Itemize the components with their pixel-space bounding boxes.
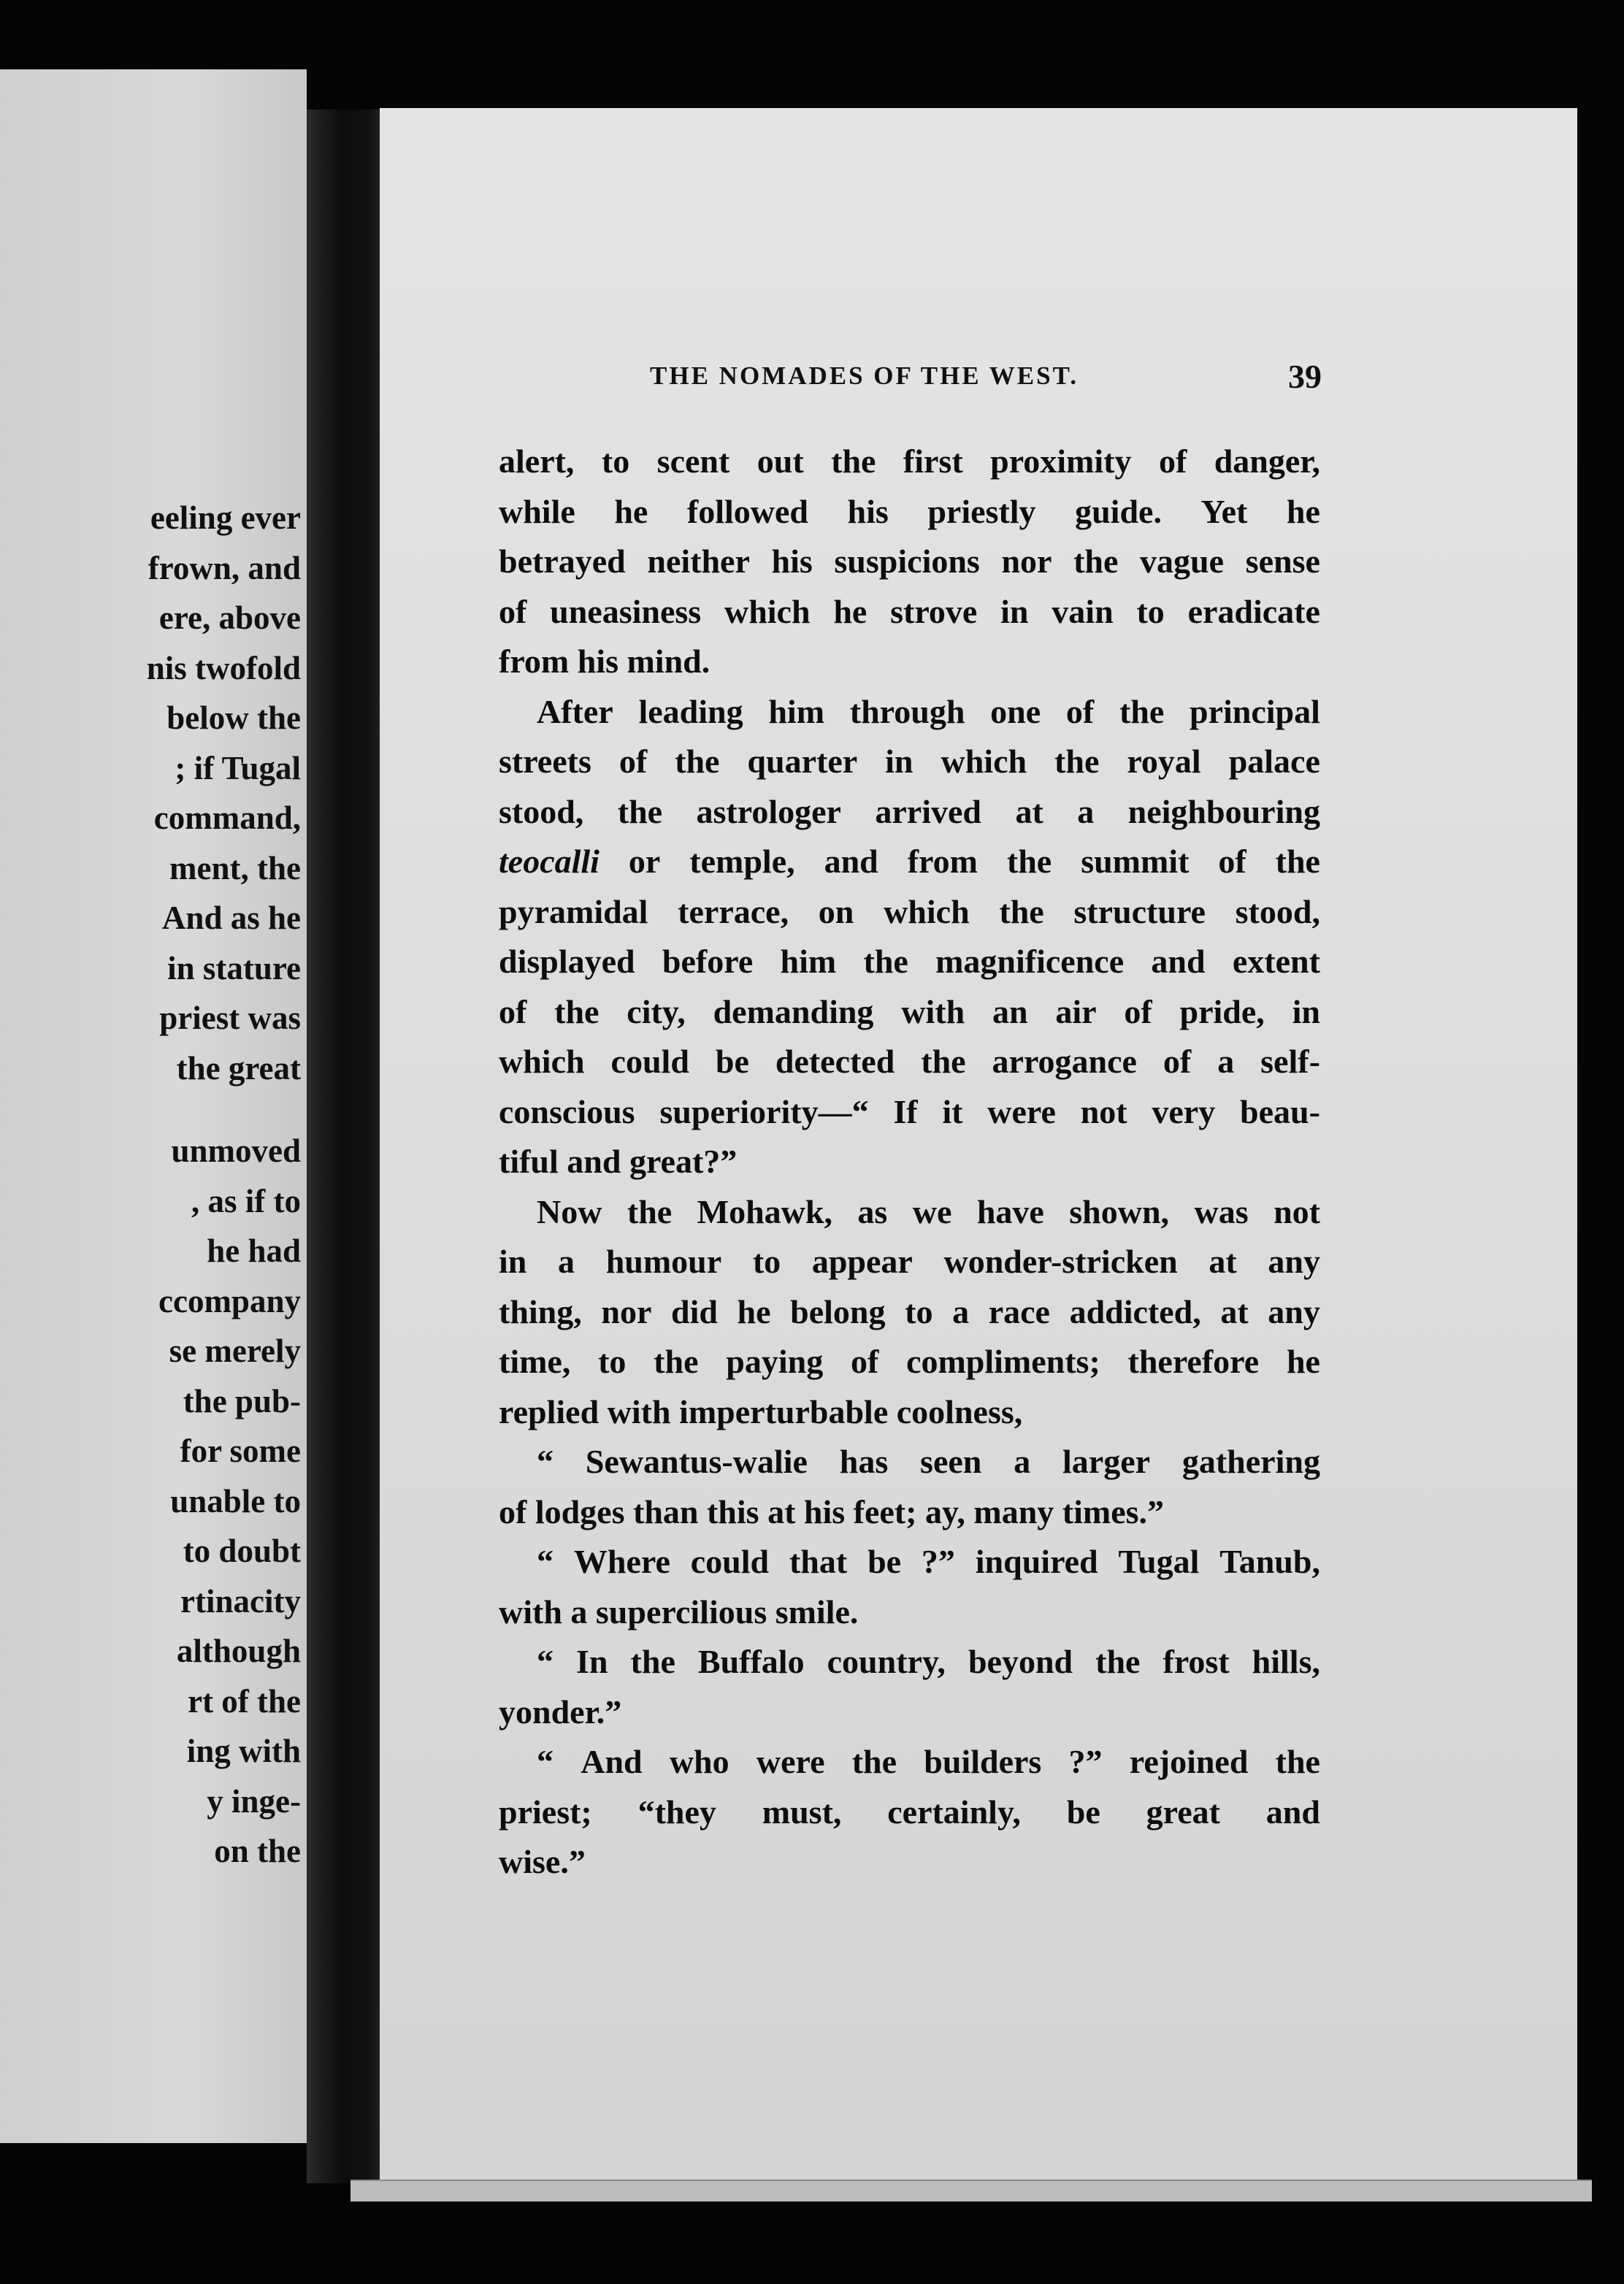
- word: superiority—“: [659, 1092, 869, 1130]
- word: of: [618, 743, 648, 780]
- word: Yet: [1200, 492, 1248, 530]
- word: through: [849, 692, 965, 730]
- paragraph: [499, 1537, 1320, 1637]
- word: the: [1119, 692, 1165, 730]
- paragraph: [499, 687, 1320, 1187]
- paragraph: [499, 437, 1320, 687]
- word: structure: [1073, 892, 1206, 930]
- word: he: [833, 592, 867, 630]
- word: inquired: [975, 1543, 1098, 1580]
- word: the: [863, 943, 908, 980]
- left-page-line: nis twofold: [146, 649, 301, 686]
- word: And: [581, 1743, 643, 1780]
- left-page-line: se merely: [169, 1333, 301, 1369]
- word: city,: [627, 992, 686, 1030]
- text-line: [499, 1087, 1320, 1138]
- word: in: [499, 1243, 527, 1280]
- word: in: [1292, 992, 1320, 1030]
- word: before: [662, 943, 754, 980]
- left-page-line: for some: [180, 1433, 301, 1469]
- word: beau-: [1240, 1092, 1320, 1130]
- word: the: [675, 743, 720, 780]
- word: pyramidal: [499, 892, 648, 930]
- left-page-line: command,: [153, 800, 301, 836]
- word: first: [903, 442, 963, 480]
- word: ?”: [921, 1543, 955, 1580]
- word: terrace,: [678, 892, 789, 930]
- word: humour: [605, 1243, 722, 1280]
- word: ?”: [1068, 1743, 1103, 1780]
- word: proximity: [990, 442, 1132, 480]
- word: of: [499, 992, 527, 1030]
- word: of: [1158, 442, 1187, 480]
- word: of: [1218, 843, 1246, 880]
- word: from his mind.: [499, 643, 710, 680]
- word: neighbouring: [1127, 792, 1320, 830]
- word: he: [1286, 1343, 1320, 1380]
- text-line: [499, 987, 1320, 1038]
- word: certainly,: [887, 1793, 1021, 1831]
- word: him: [780, 943, 837, 980]
- word: hills,: [1252, 1643, 1320, 1680]
- word: suspicions: [834, 543, 980, 580]
- word: strove: [890, 592, 978, 630]
- text-line: [499, 1537, 1320, 1587]
- text-line: [499, 1237, 1320, 1287]
- word: were: [756, 1743, 825, 1780]
- left-page-line: ment, the: [169, 849, 301, 886]
- word: “: [537, 1643, 554, 1680]
- word: betrayed: [499, 543, 626, 580]
- word: the: [630, 1643, 675, 1680]
- word: with a supercilious smile.: [499, 1593, 859, 1630]
- left-page-line: unable to: [170, 1482, 301, 1520]
- word: a: [1077, 792, 1095, 830]
- word: vague: [1140, 543, 1225, 580]
- word: compliments;: [906, 1343, 1100, 1380]
- text-line: [499, 587, 1320, 637]
- text-line: [499, 1187, 1320, 1238]
- word: addicted,: [1069, 1292, 1201, 1330]
- word: builders: [924, 1743, 1042, 1780]
- left-page-line: although: [176, 1633, 301, 1669]
- word: which: [884, 892, 970, 930]
- text-line: [499, 887, 1320, 938]
- word: larger: [1062, 1443, 1151, 1480]
- word: we: [912, 1192, 952, 1230]
- body-text: [499, 437, 1320, 1888]
- word: nor: [601, 1292, 652, 1330]
- word: eradicate: [1187, 592, 1320, 630]
- word: paying: [726, 1343, 824, 1380]
- word: demanding: [713, 992, 874, 1030]
- word: country,: [827, 1643, 946, 1680]
- left-page-line: below the: [166, 700, 301, 736]
- text-line: [499, 1487, 1320, 1538]
- left-page-line: frown, and: [148, 549, 301, 586]
- left-page-line: rtinacity: [180, 1582, 301, 1620]
- word: which: [941, 743, 1027, 780]
- word: yonder.”: [499, 1693, 622, 1731]
- left-page-line: on the: [214, 1833, 301, 1869]
- word: with: [901, 992, 965, 1030]
- word: the: [654, 1343, 699, 1380]
- word: a: [952, 1292, 970, 1330]
- word: Mohawk,: [697, 1192, 832, 1230]
- word: on: [818, 892, 854, 930]
- word: be: [867, 1543, 902, 1580]
- word: “: [537, 1743, 554, 1780]
- word: from: [907, 843, 978, 880]
- word: “: [537, 1543, 554, 1580]
- left-page-line: ; if Tugal: [175, 749, 301, 786]
- word: magnificence: [935, 943, 1125, 980]
- word: he: [1286, 492, 1320, 530]
- left-facing-page: [0, 69, 307, 2143]
- left-page-line: in stature: [167, 949, 301, 986]
- text-line: [499, 637, 1320, 687]
- word: royal: [1127, 743, 1201, 780]
- word: stood,: [499, 792, 584, 830]
- text-line: [499, 737, 1320, 787]
- left-page-line: rt of the: [188, 1682, 301, 1720]
- word: wise.”: [499, 1843, 586, 1880]
- word: temple,: [689, 843, 795, 880]
- word: seen: [920, 1443, 982, 1480]
- word: quarter: [747, 743, 858, 780]
- word: vain: [1052, 592, 1114, 630]
- word: replied with imperturbable coolness,: [499, 1392, 1023, 1430]
- word: displayed: [499, 943, 635, 980]
- word: stood,: [1235, 892, 1320, 930]
- word: palace: [1228, 743, 1320, 780]
- word: he: [614, 492, 648, 530]
- text-line: [499, 687, 1320, 737]
- word: as: [857, 1192, 888, 1230]
- text-line: [499, 1287, 1320, 1338]
- left-page-line: y inge-: [207, 1782, 301, 1820]
- word: uneasiness: [550, 592, 702, 630]
- page-header: [650, 358, 1322, 405]
- word: beyond: [968, 1643, 1073, 1680]
- word: Tugal: [1118, 1543, 1200, 1580]
- word: pride,: [1179, 992, 1265, 1030]
- word: or: [628, 843, 661, 880]
- word: at: [1220, 1292, 1249, 1330]
- word: that: [789, 1543, 848, 1580]
- left-page-line: ccompany: [158, 1282, 301, 1319]
- text-line: [499, 937, 1320, 987]
- word: priest;: [499, 1793, 592, 1831]
- word: which: [724, 592, 811, 630]
- word: the: [617, 792, 663, 830]
- word: Where: [573, 1543, 670, 1580]
- word: gathering: [1181, 1443, 1320, 1480]
- word: sense: [1245, 543, 1320, 580]
- word: After: [537, 692, 613, 730]
- word: the: [1054, 743, 1100, 780]
- left-page-line: And as he: [161, 900, 301, 936]
- word: “they: [637, 1793, 716, 1831]
- word: the: [921, 1043, 966, 1080]
- word: the: [999, 892, 1044, 930]
- text-line: [499, 1737, 1320, 1787]
- word: streets: [499, 743, 591, 780]
- word: he: [737, 1292, 771, 1330]
- left-page-line: priest was: [159, 1000, 301, 1036]
- word: of lodges than this at his feet; ay, many times.”: [499, 1492, 1165, 1530]
- left-page-line: [9, 1093, 301, 1126]
- word: the: [1095, 1643, 1141, 1680]
- word: the: [1073, 543, 1119, 580]
- text-line: [499, 1437, 1320, 1487]
- word: priestly: [927, 492, 1036, 530]
- text-line: [499, 787, 1320, 838]
- left-page-line: the great: [176, 1049, 301, 1087]
- word: of: [1124, 992, 1152, 1030]
- left-page-line: ere, above: [158, 599, 301, 636]
- page-number: 39: [1288, 358, 1322, 395]
- word: frost: [1163, 1643, 1230, 1680]
- word: wonder-stricken: [943, 1243, 1178, 1280]
- word: him: [768, 692, 825, 730]
- word: an: [992, 992, 1028, 1030]
- word: and: [824, 843, 878, 880]
- text-line: [499, 1337, 1320, 1387]
- text-line: [499, 1837, 1320, 1888]
- word: in: [885, 743, 914, 780]
- word: teocalli: [499, 843, 600, 880]
- word: his: [847, 492, 889, 530]
- word: any: [1268, 1243, 1320, 1280]
- paragraph: [499, 1637, 1320, 1737]
- word: extent: [1232, 943, 1320, 980]
- word: Sewantus-walie: [585, 1443, 808, 1480]
- word: astrologer: [696, 792, 841, 830]
- word: great: [1146, 1793, 1220, 1831]
- word: of: [1163, 1043, 1192, 1080]
- word: arrogance: [992, 1043, 1137, 1080]
- word: of: [499, 592, 527, 630]
- word: out: [757, 442, 804, 480]
- word: tiful and great?”: [499, 1143, 738, 1180]
- word: nor: [1001, 543, 1052, 580]
- word: alert,: [499, 442, 575, 480]
- word: belong: [790, 1292, 886, 1330]
- word: not: [1080, 1092, 1127, 1130]
- running-head: THE NOMADES OF THE WEST.: [650, 361, 1079, 390]
- word: was: [1194, 1192, 1249, 1230]
- word: and: [1265, 1793, 1320, 1831]
- text-line: [499, 1387, 1320, 1438]
- word: the: [1006, 843, 1052, 880]
- left-page-line: , as if to: [191, 1182, 301, 1219]
- left-page-line: to doubt: [183, 1533, 301, 1569]
- word: air: [1055, 992, 1097, 1030]
- word: must,: [762, 1793, 842, 1831]
- word: did: [670, 1292, 718, 1330]
- text-line: [499, 1137, 1320, 1187]
- word: of: [850, 1343, 879, 1380]
- word: thing,: [499, 1292, 582, 1330]
- word: Now: [537, 1192, 602, 1230]
- word: Buffalo: [697, 1643, 805, 1680]
- word: it: [942, 1092, 963, 1130]
- word: principal: [1190, 692, 1320, 730]
- word: one: [990, 692, 1041, 730]
- word: to: [598, 1343, 627, 1380]
- word: any: [1268, 1292, 1320, 1330]
- word: have: [976, 1192, 1044, 1230]
- word: has: [839, 1443, 889, 1480]
- word: “: [537, 1443, 554, 1480]
- text-line: [499, 437, 1320, 487]
- word: If: [893, 1092, 918, 1130]
- word: who: [669, 1743, 729, 1780]
- word: very: [1152, 1092, 1216, 1130]
- word: a: [1217, 1043, 1235, 1080]
- word: of: [1065, 692, 1095, 730]
- left-page-line: ing with: [186, 1733, 301, 1769]
- word: guide.: [1075, 492, 1162, 530]
- word: therefore: [1127, 1343, 1260, 1380]
- word: while: [499, 492, 575, 530]
- text-line: [499, 1037, 1320, 1087]
- word: the: [851, 1743, 897, 1780]
- word: race: [988, 1292, 1050, 1330]
- left-page-line: eeling ever: [150, 499, 301, 536]
- word: were: [987, 1092, 1056, 1130]
- word: in: [1000, 592, 1029, 630]
- word: shown,: [1069, 1192, 1170, 1230]
- word: danger,: [1214, 442, 1320, 480]
- word: summit: [1081, 843, 1190, 880]
- word: at: [1015, 792, 1043, 830]
- word: could: [610, 1043, 689, 1080]
- word: not: [1273, 1192, 1320, 1230]
- word: neither: [647, 543, 750, 580]
- word: the: [831, 442, 876, 480]
- word: detected: [775, 1043, 895, 1080]
- text-line: [499, 1687, 1320, 1738]
- word: the: [554, 992, 600, 1030]
- word: which: [499, 1043, 585, 1080]
- page-bottom-edge: [351, 2180, 1592, 2201]
- paragraph: [499, 1187, 1320, 1438]
- paragraph: [499, 1737, 1320, 1888]
- word: conscious: [499, 1092, 635, 1130]
- word: could: [690, 1543, 770, 1580]
- text-line: [499, 1787, 1320, 1838]
- word: be: [715, 1043, 749, 1080]
- word: to: [601, 442, 630, 480]
- word: his: [771, 543, 813, 580]
- text-line: [499, 487, 1320, 537]
- word: rejoined: [1129, 1743, 1249, 1780]
- word: a: [1014, 1443, 1031, 1480]
- word: and: [1151, 943, 1206, 980]
- word: the: [1275, 843, 1320, 880]
- text-line: [499, 837, 1320, 887]
- left-page-line: the pub-: [183, 1382, 301, 1419]
- word: scent: [656, 442, 730, 480]
- word: time,: [499, 1343, 571, 1380]
- text-line: [499, 537, 1320, 587]
- word: be: [1066, 1793, 1100, 1831]
- word: arrived: [875, 792, 981, 830]
- text-line: [499, 1637, 1320, 1687]
- left-page-line: he had: [207, 1233, 301, 1269]
- left-page-line: unmoved: [171, 1133, 301, 1169]
- left-page-text: [9, 493, 301, 1877]
- word: self-: [1260, 1043, 1320, 1080]
- word: to: [905, 1292, 933, 1330]
- word: to: [752, 1243, 781, 1280]
- word: In: [576, 1643, 608, 1680]
- text-line: [499, 1587, 1320, 1638]
- word: leading: [638, 692, 743, 730]
- word: at: [1209, 1243, 1237, 1280]
- word: to: [1136, 592, 1165, 630]
- word: followed: [686, 492, 808, 530]
- word: the: [627, 1192, 673, 1230]
- word: the: [1275, 1743, 1320, 1780]
- word: a: [558, 1243, 575, 1280]
- paragraph: [499, 1437, 1320, 1537]
- word: appear: [811, 1243, 913, 1280]
- word: Tanub,: [1219, 1543, 1320, 1580]
